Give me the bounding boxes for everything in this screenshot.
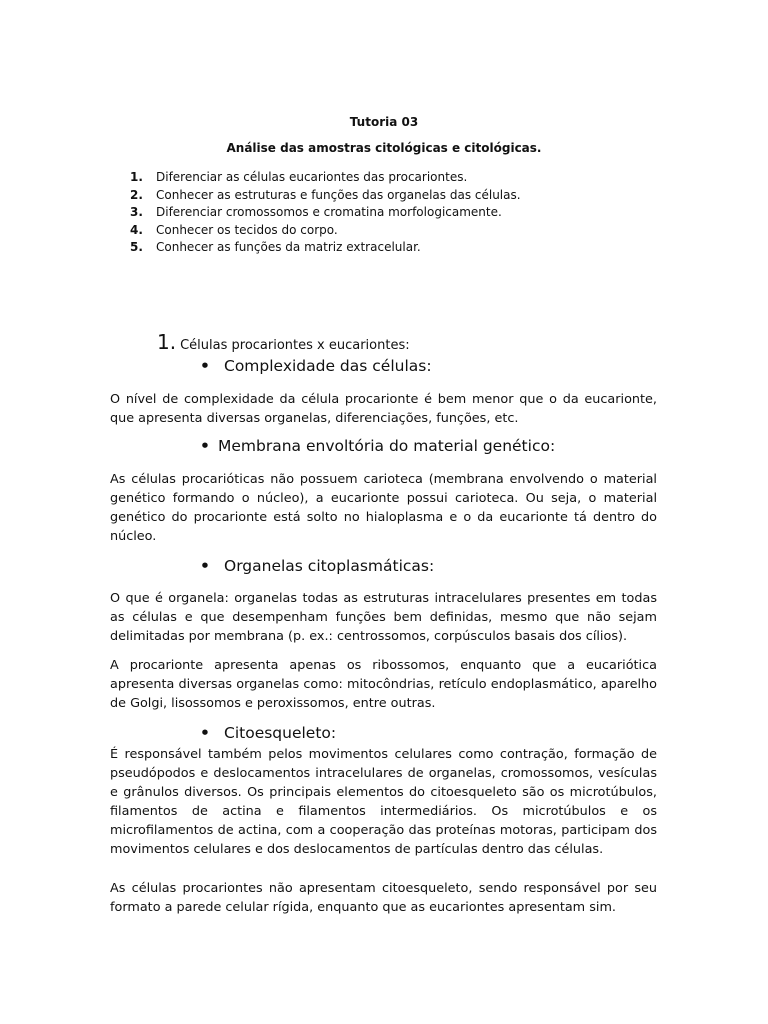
topic-heading-text: Membrana envoltória do material genético: <box>218 437 556 455</box>
bullet-icon: • <box>200 437 210 455</box>
paragraph: O que é organela: organelas todas as estruturas intracelulares presentes em todas as células e que desempenham funções bem definidas, mesmo que não sejam delimitadas por membrana (p. ex.: centrossomos, corpúsculos basais dos cílios). <box>110 591 657 644</box>
objective-item <box>130 239 521 257</box>
objective-item <box>130 169 521 187</box>
paragraph: A procarionte apresenta apenas os ribossomos, enquanto que a eucariótica apresenta diversas organelas como: mitocôndrias, retículo endoplasmático, aparelho de Golgi, lisossomos e peroxissomos, entre outras. <box>110 658 657 711</box>
paragraph: As células procariontes não apresentam citoesqueleto, sendo responsável por seu formato a parede celular rígida, enquanto que as eucariontes apresentam sim. <box>110 881 657 915</box>
objective-number: 4. <box>130 222 143 237</box>
section-number: 1. <box>157 330 177 354</box>
objective-text: Diferenciar as células eucariontes das procariontes. <box>156 170 468 184</box>
objective-item <box>130 204 521 222</box>
document-title: Tutoria 03 <box>349 115 419 129</box>
paragraph: O nível de complexidade da célula procarionte é bem menor que o da eucarionte, que apresenta diversas organelas, diferenciações, funções, etc. <box>110 392 657 426</box>
topic-heading-text: Complexidade das células: <box>224 357 432 375</box>
objective-number: 5. <box>130 240 143 254</box>
objective-text: Conhecer as funções da matriz extracelular. <box>156 240 421 254</box>
objective-item <box>130 187 521 205</box>
topic-heading-text: Organelas citoplasmáticas: <box>224 557 435 575</box>
topic-heading-organelas <box>200 557 434 575</box>
document-subtitle: Análise das amostras citológicas e citológicas. <box>226 141 542 155</box>
bullet-icon: • <box>200 357 210 375</box>
objective-number: 2. <box>130 187 143 202</box>
objective-text: Diferenciar cromossomos e cromatina morfologicamente. <box>156 205 502 219</box>
topic-heading-text: Citoesqueleto: <box>224 724 337 742</box>
objective-item <box>130 222 521 240</box>
objective-number: 1. <box>130 170 143 184</box>
objective-number: 3. <box>130 205 143 219</box>
bullet-icon: • <box>200 557 210 575</box>
objectives-list <box>130 169 521 257</box>
section-heading <box>157 330 410 354</box>
topic-heading-citoesqueleto <box>200 724 336 742</box>
objective-text: Conhecer as estruturas e funções das organelas das células. <box>156 187 521 202</box>
paragraph: As células procarióticas não possuem carioteca (membrana envolvendo o material genético formando o núcleo), a eucarionte possui carioteca. Ou seja, o material genético do procarionte está solto no hialoplasma e o da eucarionte tá dentro do núcleo. <box>110 472 657 544</box>
topic-heading-complexidade <box>200 357 432 375</box>
paragraph: É responsável também pelos movimentos celulares como contração, formação de pseudópodos e deslocamentos intracelulares de organelas, cromossomos, vesículas e grânulos diversos. Os principais elementos do citoesqueleto são os microtúbulos, filamentos de actina e filamentos intermediários. Os microtúbulos e os microfilamentos de actina, com a cooperação das proteínas motoras, participam dos movimentos celulares e dos deslocamentos de partículas dentro das células. <box>110 747 657 857</box>
bullet-icon: • <box>200 724 210 742</box>
section-title: Células procariontes x eucariontes: <box>180 338 410 353</box>
topic-heading-membrana <box>200 437 555 455</box>
objective-text: Conhecer os tecidos do corpo. <box>156 222 338 237</box>
